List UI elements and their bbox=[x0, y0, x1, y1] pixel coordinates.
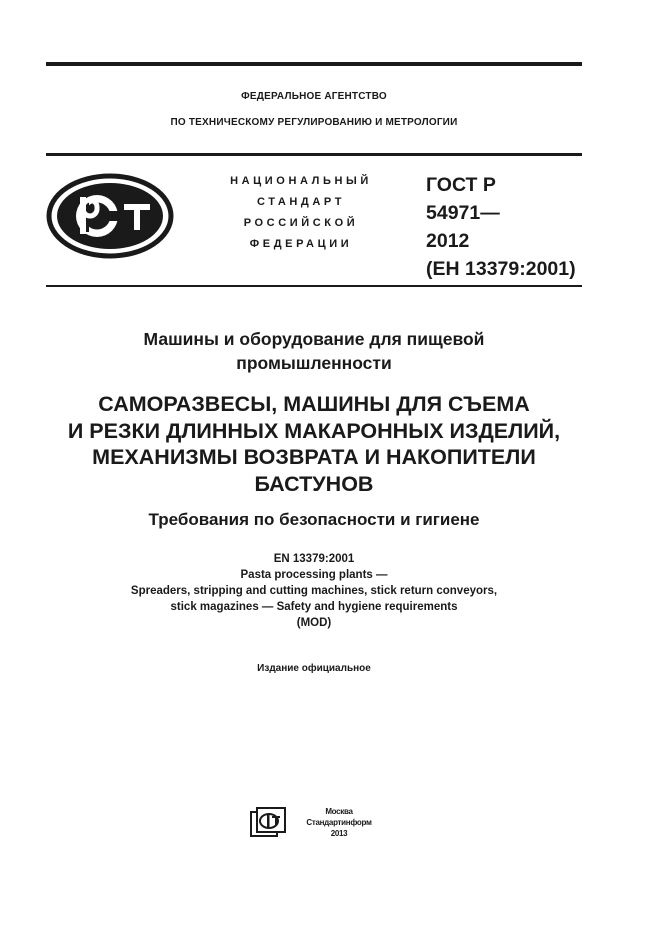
en-reference-line: Pasta processing plants — bbox=[240, 569, 388, 581]
publisher-line: 2013 bbox=[330, 829, 348, 838]
national-standard-line: СТАНДАРТ bbox=[256, 196, 346, 208]
main-title-line: И РЕЗКИ ДЛИННЫХ МАКАРОННЫХ ИЗДЕЛИЙ, bbox=[67, 418, 561, 443]
standard-designation bbox=[426, 171, 576, 283]
header-rule bbox=[46, 153, 582, 156]
en-reference-line: stick magazines — Safety and hygiene requirements bbox=[170, 601, 458, 613]
general-title bbox=[46, 327, 582, 375]
general-title-line: промышленности bbox=[236, 353, 392, 373]
designation-line: ГОСТ Р bbox=[426, 174, 496, 196]
publisher-line: Стандартинформ bbox=[306, 818, 372, 827]
agency-line-2: ПО ТЕХНИЧЕСКОМУ РЕГУЛИРОВАНИЮ И МЕТРОЛОГИИ bbox=[170, 117, 458, 128]
main-title bbox=[46, 391, 582, 497]
main-title-line: САМОРАЗВЕСЫ, МАШИНЫ ДЛЯ СЪЕМА bbox=[98, 392, 530, 416]
publisher-line: Москва bbox=[325, 807, 353, 816]
national-standard-line: НАЦИОНАЛЬНЫЙ bbox=[230, 175, 372, 187]
en-reference bbox=[46, 551, 582, 631]
national-standard-label bbox=[206, 171, 396, 255]
en-reference-line: Spreaders, stripping and cutting machines, stick return conveyors, bbox=[130, 585, 498, 597]
designation-line: 2012 bbox=[426, 230, 470, 252]
edition-label: Издание официальное bbox=[257, 663, 371, 674]
designation-line: 54971— bbox=[426, 202, 500, 224]
designation-rule bbox=[46, 285, 582, 287]
main-title-line: БАСТУНОВ bbox=[254, 471, 374, 496]
subtitle: Требования по безопасности и гигиене bbox=[148, 510, 480, 529]
agency-line-1: ФЕДЕРАЛЬНОЕ АГЕНТСТВО bbox=[241, 91, 387, 102]
general-title-line: Машины и оборудование для пищевой bbox=[143, 329, 485, 349]
rst-certification-logo-icon bbox=[46, 173, 174, 259]
national-standard-line: ФЕДЕРАЦИИ bbox=[249, 238, 353, 250]
national-standard-line: РОССИЙСКОЙ bbox=[243, 217, 359, 229]
top-rule bbox=[46, 62, 582, 66]
en-reference-line: (MOD) bbox=[296, 617, 332, 629]
standartinform-logo-icon bbox=[249, 806, 287, 838]
publisher-imprint bbox=[294, 806, 384, 839]
en-reference-line: EN 13379:2001 bbox=[273, 553, 355, 565]
main-title-line: МЕХАНИЗМЫ ВОЗВРАТА И НАКОПИТЕЛИ bbox=[92, 445, 536, 469]
designation-line: (ЕН 13379:2001) bbox=[426, 258, 576, 280]
